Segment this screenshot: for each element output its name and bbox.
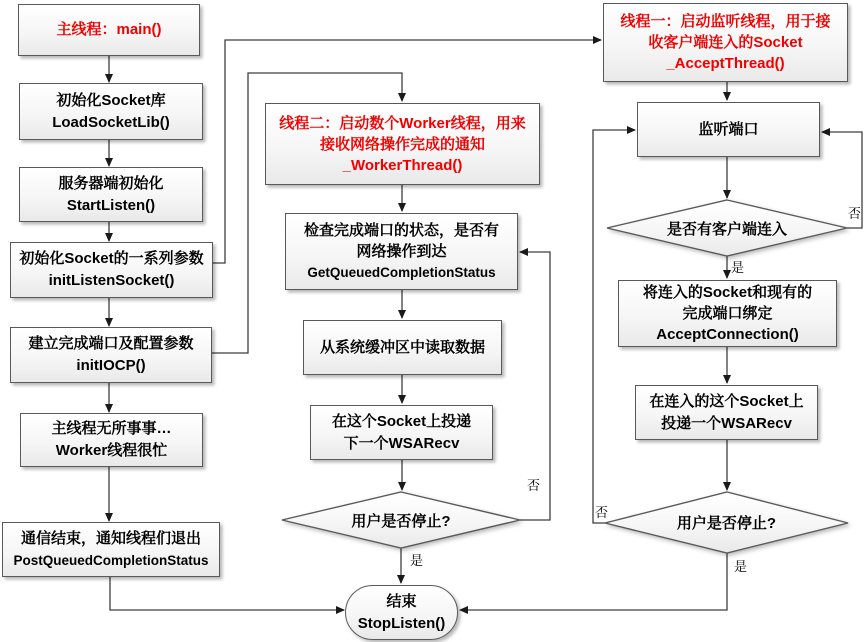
edge-label-worker-stop-no: 否: [527, 478, 541, 493]
decision-accept-stop-label: 用户是否停止?: [676, 515, 777, 532]
edge-label-worker-stop-yes: 是: [410, 553, 424, 568]
flow-node-stop-listen-line1: 结束: [386, 592, 417, 610]
connector-postqueued-to-stoplisten: [110, 577, 344, 610]
flow-node-start-listen: [19, 167, 203, 222]
flow-node-get-queued: [285, 213, 518, 290]
flow-node-thread2-line2: 接收网络操作完成的通知: [319, 135, 485, 153]
flow-node-post-wsarecv-line1: 在连入的这个Socket上: [649, 392, 804, 410]
flow-node-init-iocp: [10, 327, 212, 383]
flow-node-post-wsarecv: [635, 385, 818, 440]
edge-label-client-connect-yes: 是: [731, 260, 745, 275]
flow-node-init-listen-socket: [10, 242, 213, 298]
flow-node-thread2: [265, 103, 540, 185]
flow-node-listen-port: [637, 102, 820, 157]
edge-label-client-connect-no: 否: [848, 206, 862, 221]
flow-node-init-listen-socket-line2: initListenSocket(): [48, 272, 175, 289]
flow-node-init-listen-socket-line1: 初始化Socket的一系列参数: [19, 250, 204, 267]
flow-node-read-buffer: [303, 320, 502, 375]
flow-node-main: [18, 4, 200, 56]
flow-node-post-queued: [2, 522, 220, 577]
flow-node-accept-connection: [618, 280, 837, 347]
flow-node-stop-listen-line2: StopListen(): [357, 614, 446, 632]
flow-node-load-socket-lib-line1: 初始化Socket库: [56, 91, 166, 109]
flow-node-init-iocp-line1: 建立完成端口及配置参数: [28, 335, 194, 352]
flow-node-post-queued-line2: PostQueuedCompletionStatus: [13, 552, 209, 568]
edge-label-accept-stop-yes: 是: [734, 559, 748, 574]
flow-node-thread1-line2: 收客户端连入的Socket: [648, 34, 803, 51]
connector-acceptstop-yes-to-stoplisten: [460, 553, 727, 610]
flow-node-main-idle: [20, 413, 203, 467]
flow-node-init-iocp-line2: initIOCP(): [76, 357, 146, 374]
flow-node-thread1: [603, 3, 848, 82]
flow-node-post-next-wsarecv: [310, 405, 493, 460]
flow-node-thread1-line1: 线程一：启动监听线程，用于接: [620, 13, 831, 30]
decision-worker-stop-label: 用户是否停止?: [351, 512, 451, 530]
flow-node-load-socket-lib-line2: LoadSocketLib(): [52, 113, 170, 131]
flow-node-stop-listen: [345, 585, 458, 640]
flow-node-get-queued-line3: GetQueuedCompletionStatus: [307, 265, 496, 280]
flow-node-accept-connection-line2: 完成端口绑定: [682, 305, 773, 322]
flow-node-load-socket-lib: [19, 83, 203, 140]
flow-node-post-queued-line1: 通信结束，通知线程们退出: [20, 529, 201, 547]
flow-node-thread1-line3: _AcceptThread(): [666, 55, 785, 72]
flow-node-accept-connection-line3: AcceptConnection(): [656, 326, 799, 343]
flow-node-listen-port-line1: 监听端口: [698, 120, 759, 138]
decision-client-connect-label: 是否有客户端连入: [666, 220, 787, 238]
flow-node-start-listen-line1: 服务器端初始化: [58, 174, 164, 192]
flow-node-get-queued-line2: 网络操作到达: [356, 243, 447, 260]
flow-node-post-next-wsarecv-line2: 下一个WSARecv: [343, 434, 460, 452]
edge-label-accept-stop-no: 否: [595, 505, 609, 520]
flow-node-thread2-line3: _WorkerThread(): [342, 156, 463, 174]
flow-node-post-wsarecv-line2: 投递一个WSARecv: [661, 414, 792, 432]
flow-node-main-idle-line1: 主线程无所事事…: [51, 420, 172, 437]
flow-node-read-buffer-line1: 从系统缓冲区中读取数据: [319, 338, 485, 356]
flow-node-main-idle-line2: Worker线程很忙: [55, 442, 168, 459]
flow-node-get-queued-line1: 检查完成端口的状态，是否有: [303, 222, 499, 239]
flow-node-main-label: 主线程：main(): [56, 21, 162, 38]
flow-node-post-next-wsarecv-line1: 在这个Socket上投递: [331, 412, 472, 430]
flow-node-accept-connection-line1: 将连入的Socket和现有的: [642, 284, 813, 301]
flow-node-thread2-line1: 线程二：启动数个Worker线程，用来: [279, 114, 526, 132]
flow-node-start-listen-line2: StartListen(): [66, 196, 156, 214]
